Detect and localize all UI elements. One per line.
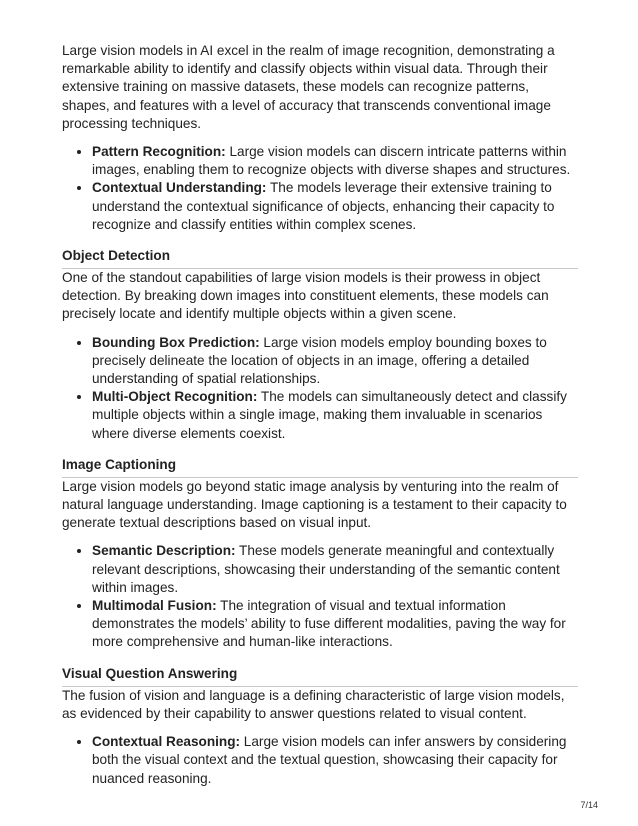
bullet-term: Multimodal Fusion:: [92, 598, 217, 614]
bullet-text: Large vision models employ bounding boxes to precisely delineate the location of objects in an image, offering a detailed understanding of spatial relationships.: [92, 334, 547, 387]
intro-paragraph: Large vision models in AI excel in the realm of image recognition, demonstrating a remarkable ability to identify and classify objects within visual data. Through their extensive training on massive datasets, these models can recognize patterns, shapes, and features with a level of accuracy that transcends conventional image processing techniques.: [62, 43, 555, 131]
list-item: [92, 143, 578, 179]
bullet-text: The models can simultaneously detect and classify multiple objects within a single image, making them invaluable in scenarios where diverse elements coexist.: [92, 389, 567, 441]
list-item: [92, 334, 578, 389]
bullet-text: The models leverage their extensive training to understand the contextual significance of objects, enhancing their capacity to recognize and classify entities within complex scenes.: [92, 180, 555, 232]
bullet-term: Multi-Object Recognition:: [92, 389, 258, 405]
bullet-term: Contextual Reasoning:: [92, 734, 241, 750]
list-item: [92, 733, 578, 788]
intro-bullet-list: [62, 143, 578, 234]
bullet-text: The integration of visual and textual information demonstrates the models’ ability to fuse different modalities, paving the way for more comprehensive and human-like interactions.: [92, 598, 566, 650]
section-heading-visual-question-answering: Visual Question Answering: [62, 665, 578, 687]
object-detection-paragraph: One of the standout capabilities of large vision models is their prowess in object detection. By breaking down images into constituent elements, these models can precisely locate and identify multiple objects within a given scene.: [62, 270, 549, 322]
bullet-term: Contextual Understanding:: [92, 180, 267, 196]
bullet-term: Semantic Description:: [92, 543, 236, 559]
bullet-text: These models generate meaningful and contextually relevant descriptions, showcasing their understanding of the semantic content within images.: [92, 543, 560, 595]
image-captioning-bullet-list: [62, 542, 578, 651]
list-item: [92, 388, 578, 443]
image-captioning-paragraph: Large vision models go beyond static image analysis by venturing into the realm of natural language understanding. Image captioning is a testament to their capacity to generate textual descriptions based on visual input.: [62, 478, 567, 531]
section-heading-image-captioning: Image Captioning: [62, 456, 578, 478]
vqa-bullet-list: [62, 733, 578, 788]
list-item: [92, 179, 578, 234]
bullet-text: Large vision models can discern intricate patterns within images, enabling them to recognize objects with diverse shapes and structures.: [92, 144, 571, 178]
bullet-term: Pattern Recognition:: [92, 144, 226, 160]
page-number: 7/14: [580, 800, 598, 810]
object-detection-bullet-list: [62, 334, 578, 443]
bullet-text: Large vision models can infer answers by considering both the visual context and the textual question, showcasing their capacity for nuanced reasoning.: [92, 734, 567, 786]
vqa-paragraph: The fusion of vision and language is a defining characteristic of large vision models, as evidenced by their capability to answer questions related to visual content.: [62, 687, 565, 721]
section-heading-object-detection: Object Detection: [62, 247, 578, 269]
list-item: [92, 597, 578, 652]
bullet-term: Bounding Box Prediction:: [92, 334, 260, 350]
list-item: [92, 542, 578, 597]
